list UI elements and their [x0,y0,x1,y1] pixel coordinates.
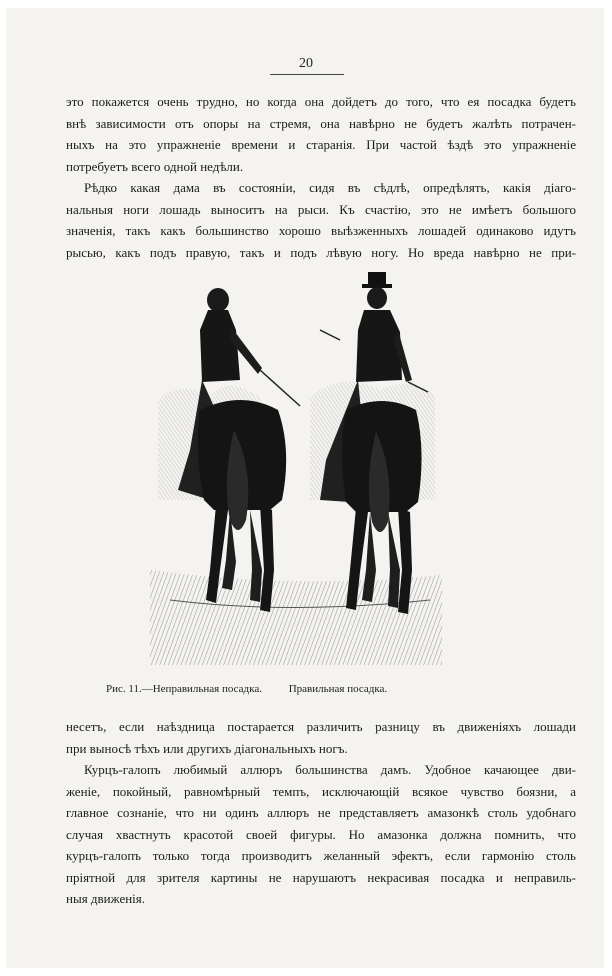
right-horse-rider [320,272,428,614]
text-line: потребуетъ всего одной недѣли. [66,158,244,174]
figure-caption [106,683,387,695]
caption-right: Правильная посадка. [288,683,388,695]
text-line: пріятной для зрителя картины не нарушаютъ некрасивая посадка и неправиль- [66,869,576,885]
text-line: это покажется очень трудно, но когда она дойдетъ до того, что ея посадка будетъ [66,94,576,109]
text-line: женіе, покойный, равномѣрный темпъ, исключающій всякое чувство боязни, а [66,783,576,799]
page-number-rule [270,74,344,75]
text-line: внѣ зависимости отъ опоры на стремя, она навѣрно не будетъ жалѣть потрачен- [66,115,576,131]
text-line: ныя движенія. [66,891,146,906]
text-block-top [66,91,576,263]
text-line: случая хвастнуть красотой своей фигуры. Но амазонка должна помнить, что [66,826,576,842]
text-block-bottom [66,716,576,910]
text-line: ныхъ на это упражненіе времени и старанія. При частой ѣздѣ это упражненіе [66,137,576,152]
text-line: несетъ, если наѣздница постарается различить разницу въ движеніяхъ лошади [66,719,576,734]
page-number: 20 [299,56,313,71]
text-line: нальныя ноги лошадь выноситъ на рыси. Къ счастію, это не имѣетъ большого [66,201,576,217]
text-line: главное сознаніе, что ни одинъ аллюръ не представляетъ амазонкѣ столь удобнаго [66,805,576,820]
caption-left: Рис. 11.—Неправильная посадка. [106,683,262,695]
text-line: при выносѣ тѣхъ или другихъ діагональныхъ ногъ. [66,740,348,756]
text-line: значенія, такъ какъ большинство хорошо выѣзженныхъ лошадей одинаково идутъ [66,223,576,238]
left-horse-rider [178,288,300,612]
illustration-riders [150,270,442,665]
text-line: Курцъ-галопъ любимый аллюръ большинства дамъ. Удобное качающее дви- [84,762,576,777]
text-line: курцъ-галопъ только тогда производитъ желанный эфектъ, если гармонію столь [66,848,576,863]
text-line: рысью, какъ подъ правую, такъ и подъ лѣвую ногу. Но вреда навѣрно не при- [66,244,576,260]
text-line: Рѣдко какая дама въ состояніи, сидя въ сѣдлѣ, опредѣлять, какія діаго- [84,180,576,195]
